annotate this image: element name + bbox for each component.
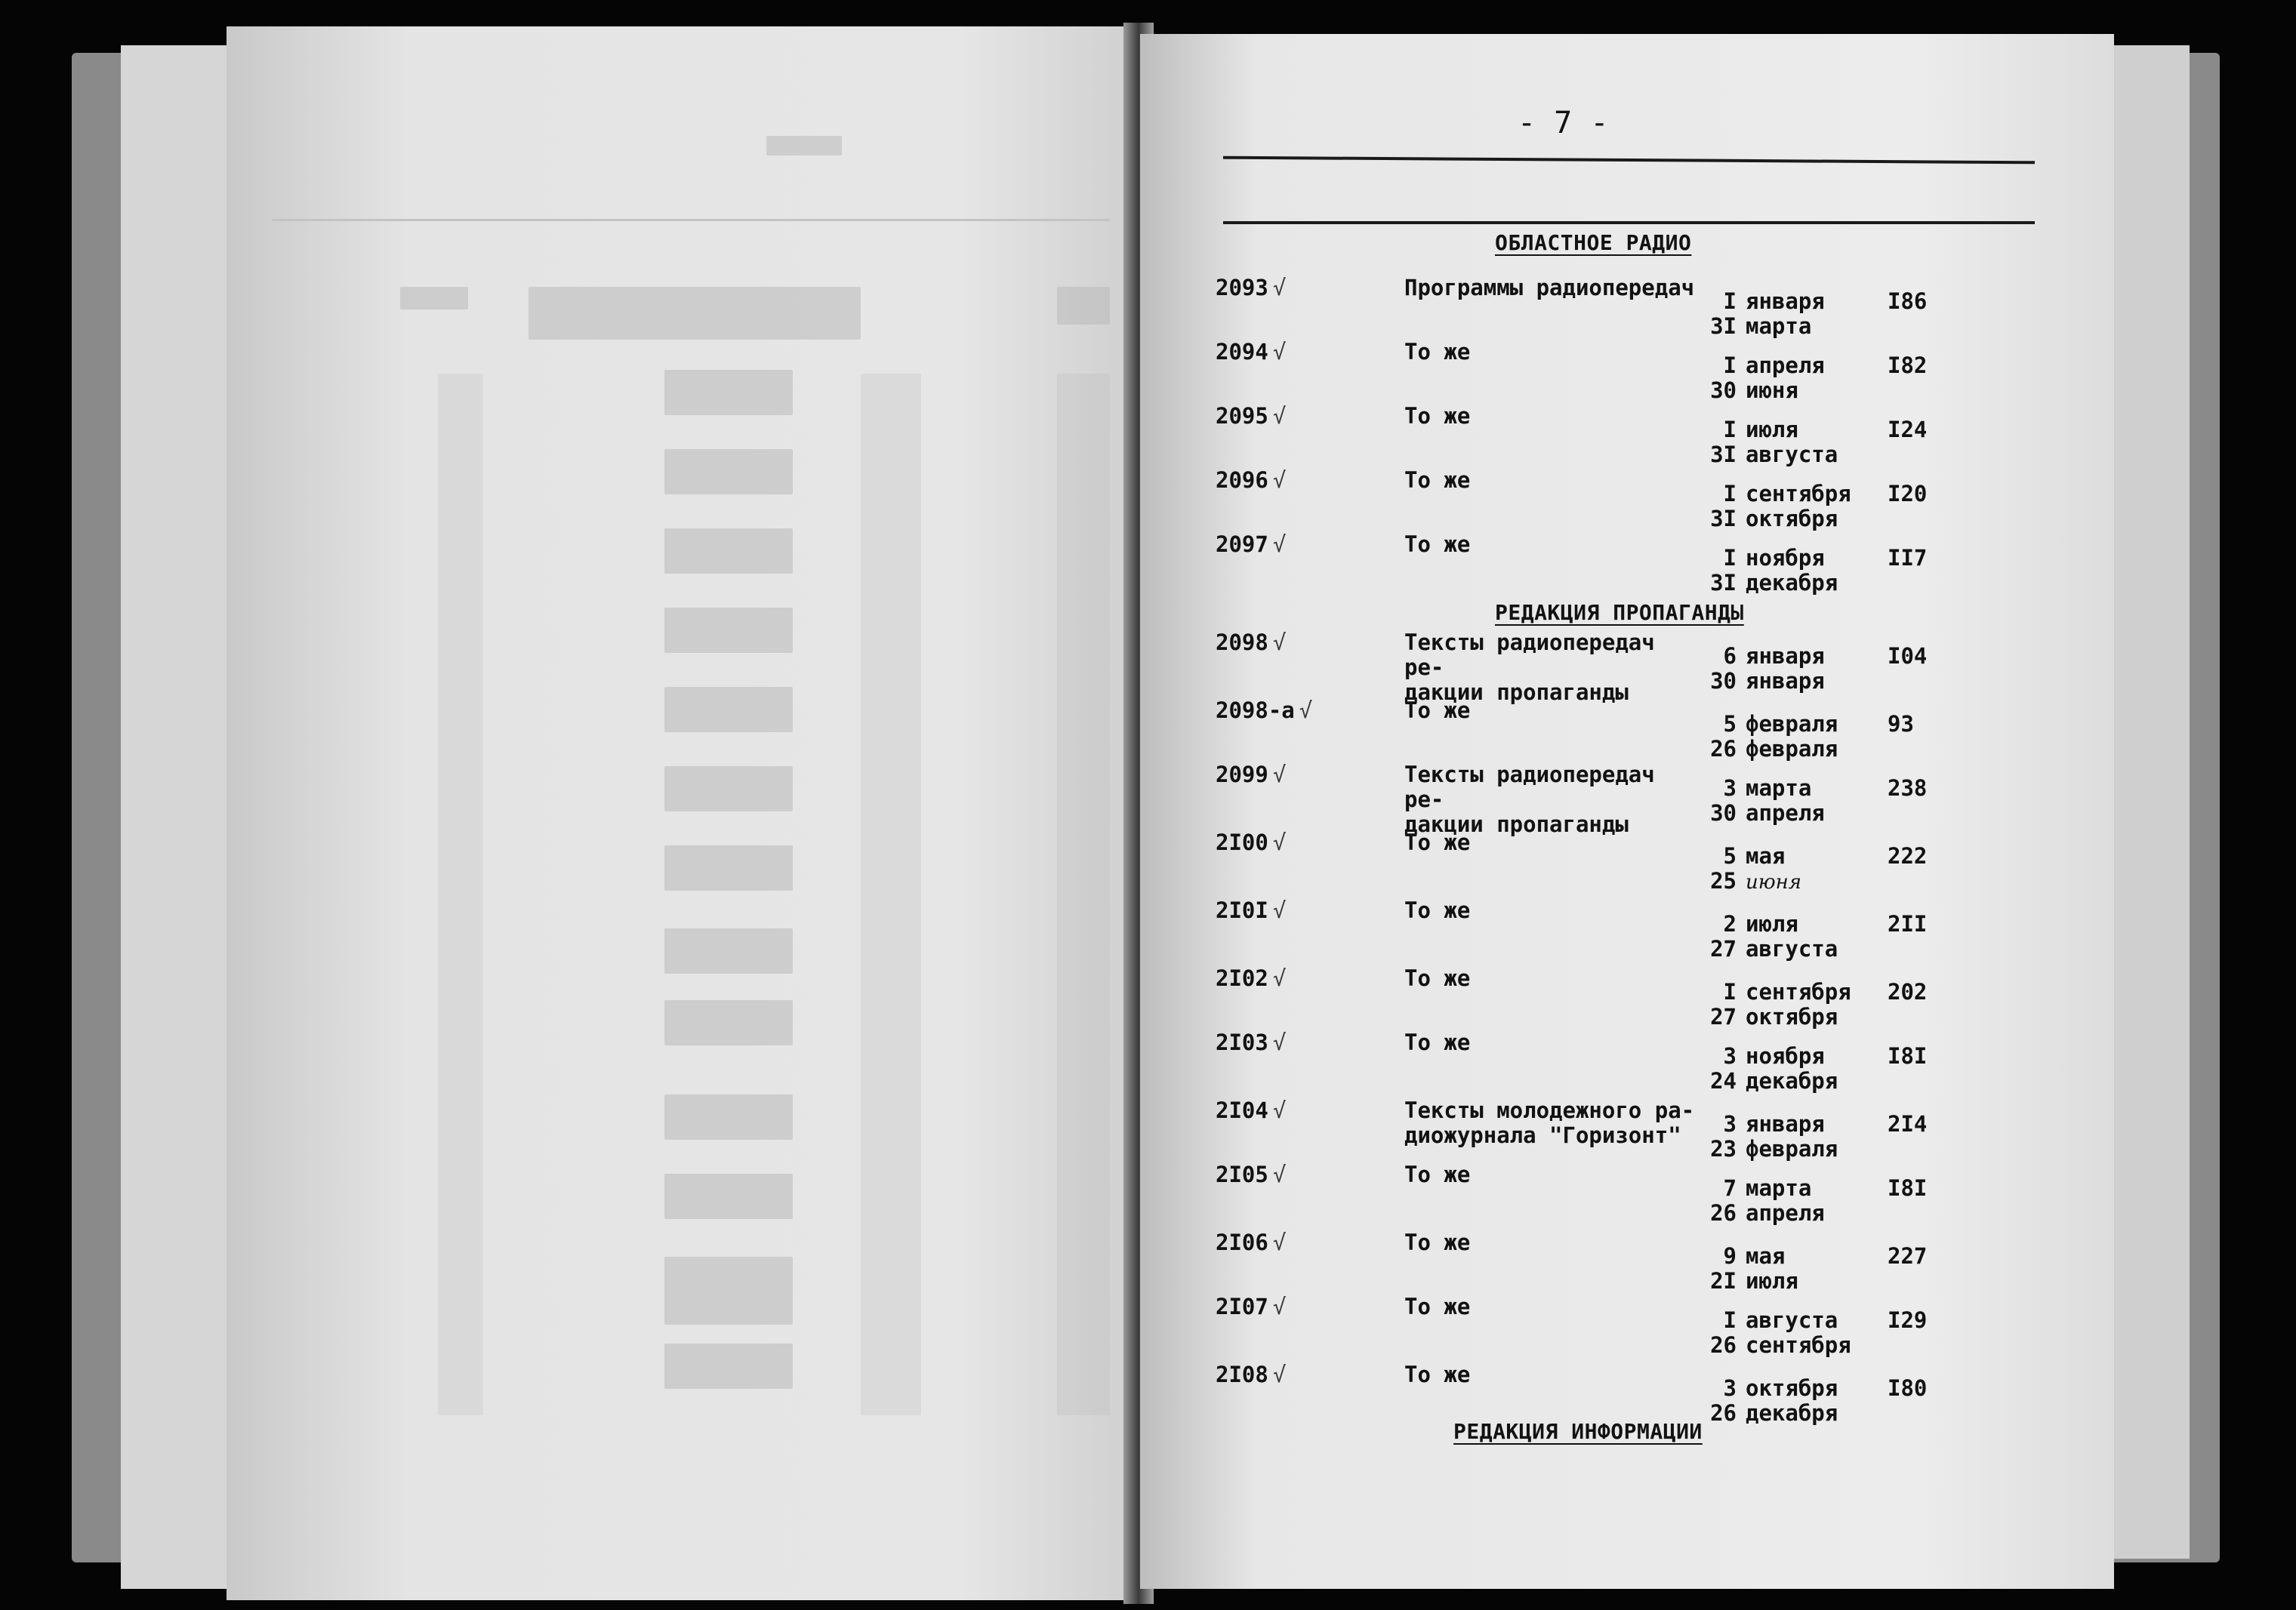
date-from-day: I	[1723, 545, 1737, 571]
date-to	[1699, 736, 1838, 762]
item-dates	[1699, 775, 1825, 826]
item-dates	[1699, 711, 1838, 762]
date-to	[1699, 936, 1838, 962]
item-page-count: 202	[1888, 979, 1928, 1005]
item-title	[1404, 1098, 1699, 1148]
date-from-month: января	[1746, 288, 1825, 314]
date-from	[1699, 417, 1820, 442]
date-from-month: ноября	[1746, 545, 1825, 571]
item-number	[1216, 532, 1344, 557]
date-from-day: 3	[1723, 775, 1737, 801]
list-item	[1216, 1230, 2008, 1294]
date-to-month: октября	[1746, 1004, 1838, 1030]
check-mark-icon: √	[1272, 1294, 1287, 1319]
check-mark-icon: √	[1272, 830, 1287, 855]
item-number	[1216, 966, 1344, 991]
item-title-line: То же	[1404, 1362, 1471, 1387]
date-from	[1699, 288, 1825, 314]
date-from	[1699, 643, 1825, 669]
item-title	[1404, 1162, 1699, 1187]
date-from-month: мая	[1746, 1243, 1786, 1269]
date-from-month: сентября	[1746, 481, 1851, 506]
date-to-day: 3I	[1710, 313, 1737, 339]
check-mark-icon: √	[1272, 897, 1287, 923]
date-to-month: декабря	[1746, 570, 1838, 596]
item-title	[1404, 1030, 1699, 1055]
date-from-day: 5	[1723, 711, 1737, 737]
list-item	[1216, 830, 2008, 894]
item-number	[1216, 830, 1344, 855]
item-title-line: То же	[1404, 965, 1471, 991]
date-to-day: 30	[1710, 377, 1737, 403]
date-to	[1699, 442, 1838, 467]
item-page-count: 2I4	[1888, 1111, 1928, 1137]
item-dates	[1699, 844, 1820, 895]
item-title-line: То же	[1404, 1230, 1471, 1255]
item-title	[1404, 898, 1699, 923]
date-to	[1699, 1004, 1838, 1030]
item-number-text: 2I00	[1216, 830, 1268, 855]
item-dates	[1699, 352, 1825, 403]
check-mark-icon: √	[1272, 531, 1287, 557]
item-page-count: 227	[1888, 1243, 1928, 1269]
item-number-text: 2098-а	[1216, 697, 1295, 723]
list-item	[1216, 404, 2008, 468]
list-item	[1216, 276, 2008, 340]
item-title-line: То же	[1404, 467, 1471, 493]
list-item	[1216, 1162, 2008, 1227]
date-from-month: ноября	[1746, 1043, 1825, 1069]
date-from-day: I	[1723, 979, 1737, 1005]
date-to	[1699, 1400, 1838, 1426]
date-from	[1699, 844, 1820, 869]
date-from	[1699, 1043, 1825, 1069]
list-item	[1216, 532, 2008, 596]
list-item	[1216, 468, 2008, 532]
date-from-day: I	[1723, 417, 1737, 442]
item-dates	[1699, 1307, 1851, 1358]
date-to-day: 3I	[1710, 570, 1737, 596]
date-to-month: января	[1746, 668, 1825, 694]
date-from	[1699, 1111, 1825, 1137]
list-item	[1216, 898, 2008, 962]
date-to-day: 26	[1710, 1200, 1737, 1226]
item-number-text: 2099	[1216, 762, 1268, 787]
date-to-day: 3I	[1710, 442, 1737, 467]
date-to	[1699, 1136, 1838, 1162]
date-to	[1699, 1200, 1825, 1226]
item-title	[1404, 468, 1699, 493]
item-title-line: То же	[1404, 697, 1471, 723]
date-from-month: февраля	[1746, 711, 1838, 737]
date-to-month: апреля	[1746, 1200, 1825, 1226]
item-number-text: 2095	[1216, 403, 1268, 429]
page-number: - 7 -	[1518, 106, 1609, 140]
date-from-day: I	[1723, 481, 1737, 506]
list-item	[1216, 630, 2008, 705]
date-from-day: 9	[1723, 1243, 1737, 1269]
item-title	[1404, 532, 1699, 557]
date-to-month: июня	[1746, 377, 1798, 403]
item-number	[1216, 1162, 1344, 1187]
item-page-count: I04	[1888, 643, 1928, 669]
item-page-count: I82	[1888, 352, 1928, 378]
date-from-day: I	[1723, 1307, 1737, 1333]
date-from-month: июля	[1746, 911, 1798, 937]
item-title	[1404, 1230, 1699, 1255]
item-page-count: II7	[1888, 545, 1928, 571]
date-to-day: 24	[1710, 1068, 1737, 1094]
date-to	[1699, 869, 1820, 895]
date-to-month: декабря	[1746, 1400, 1838, 1426]
list-item	[1216, 698, 2008, 762]
item-number-text: 2093	[1216, 275, 1268, 300]
item-dates	[1699, 1175, 1825, 1226]
item-number-text: 2I06	[1216, 1230, 1268, 1255]
item-number	[1216, 1098, 1344, 1123]
check-mark-icon: √	[1272, 275, 1287, 300]
item-number-text: 2098	[1216, 630, 1268, 655]
item-title-line: дакции пропаганды	[1404, 679, 1629, 705]
date-from	[1699, 979, 1851, 1005]
item-number	[1216, 1294, 1344, 1319]
item-number	[1216, 404, 1344, 429]
date-from-day: 7	[1723, 1175, 1737, 1201]
item-page-count: 222	[1888, 843, 1928, 869]
check-mark-icon: √	[1272, 403, 1287, 429]
date-to-day: 26	[1710, 736, 1737, 762]
check-mark-icon: √	[1272, 339, 1287, 365]
item-dates	[1699, 481, 1851, 531]
item-page-count: 93	[1888, 711, 1914, 737]
section-heading: РЕДАКЦИЯ ИНФОРМАЦИИ	[1453, 1419, 1703, 1444]
check-mark-icon: √	[1272, 1362, 1287, 1387]
item-number	[1216, 276, 1344, 300]
date-to-day: 23	[1710, 1136, 1737, 1162]
item-title-line: дакции пропаганды	[1404, 811, 1629, 837]
item-dates	[1699, 1111, 1838, 1162]
item-number	[1216, 1362, 1344, 1387]
item-title	[1404, 340, 1699, 365]
date-from	[1699, 481, 1851, 506]
item-title-line: То же	[1404, 403, 1471, 429]
item-title-line: То же	[1404, 897, 1471, 923]
date-from	[1699, 1244, 1820, 1269]
date-to-month: апреля	[1746, 800, 1825, 826]
date-to-month: августа	[1746, 442, 1838, 467]
date-from	[1699, 912, 1820, 937]
date-from-month: марта	[1746, 775, 1812, 801]
check-mark-icon: √	[1272, 1230, 1287, 1255]
item-title	[1404, 630, 1699, 705]
list-item	[1216, 762, 2008, 837]
check-mark-icon: √	[1272, 762, 1287, 787]
item-number	[1216, 468, 1344, 493]
date-to-month: марта	[1746, 313, 1812, 339]
item-number-text: 2097	[1216, 531, 1268, 557]
item-page-count: I24	[1888, 417, 1928, 442]
date-from-day: 5	[1723, 843, 1737, 869]
date-to	[1699, 570, 1838, 596]
date-to-day: 27	[1710, 936, 1737, 962]
check-mark-icon: √	[1272, 1162, 1287, 1187]
item-dates	[1699, 288, 1825, 339]
list-item	[1216, 1030, 2008, 1094]
item-title	[1404, 1294, 1699, 1319]
date-from-month: октября	[1746, 1375, 1838, 1401]
date-from-month: марта	[1746, 1175, 1812, 1201]
check-mark-icon: √	[1299, 697, 1313, 723]
item-page-count: 2II	[1888, 911, 1928, 937]
date-to-day: 30	[1710, 668, 1737, 694]
date-from	[1699, 1307, 1838, 1333]
date-to	[1699, 314, 1820, 339]
date-to-day: 26	[1710, 1400, 1737, 1426]
header-rule-bottom	[1223, 221, 2035, 224]
date-to-day: 30	[1710, 800, 1737, 826]
item-number	[1216, 898, 1344, 923]
item-title-line: Тексты радиопередач ре-	[1404, 762, 1655, 812]
date-from-month: августа	[1746, 1307, 1838, 1333]
date-to-day: 26	[1710, 1332, 1737, 1358]
date-from-month: января	[1746, 643, 1825, 669]
item-dates	[1699, 545, 1838, 596]
date-from-day: 2	[1723, 911, 1737, 937]
item-title-line: То же	[1404, 339, 1471, 365]
date-to	[1699, 1068, 1838, 1094]
item-number	[1216, 630, 1344, 655]
date-to-day: 27	[1710, 1004, 1737, 1030]
date-from-month: сентября	[1746, 979, 1851, 1005]
item-dates	[1699, 643, 1825, 694]
item-dates	[1699, 911, 1838, 962]
date-to-day: 3I	[1710, 506, 1737, 531]
item-title	[1404, 276, 1699, 300]
list-item	[1216, 1362, 2008, 1427]
date-from-month: апреля	[1746, 352, 1825, 378]
item-page-count: I29	[1888, 1307, 1928, 1333]
item-title-line: То же	[1404, 531, 1471, 557]
date-from	[1699, 545, 1825, 571]
date-from-day: 6	[1723, 643, 1737, 669]
item-number-text: 2I0I	[1216, 897, 1268, 923]
date-from	[1699, 352, 1825, 378]
item-title	[1404, 762, 1699, 837]
item-dates	[1699, 1043, 1838, 1094]
item-number-text: 2I02	[1216, 965, 1268, 991]
date-from-day: I	[1723, 288, 1737, 314]
date-to-month: декабря	[1746, 1068, 1838, 1094]
item-title-line: То же	[1404, 1030, 1471, 1055]
list-item	[1216, 340, 2008, 404]
item-number-text: 2I03	[1216, 1030, 1268, 1055]
item-number	[1216, 340, 1344, 365]
item-number-text: 2I08	[1216, 1362, 1268, 1387]
date-to-month: февраля	[1746, 1136, 1838, 1162]
item-title-line: То же	[1404, 1294, 1471, 1319]
date-to	[1699, 668, 1825, 694]
date-from-month: июля	[1746, 417, 1798, 442]
item-number-text: 2096	[1216, 467, 1268, 493]
item-dates	[1699, 979, 1851, 1030]
item-number-text: 2I05	[1216, 1162, 1268, 1187]
item-number-text: 2094	[1216, 339, 1268, 365]
date-to	[1699, 378, 1820, 403]
date-to-month: сентября	[1746, 1332, 1851, 1358]
item-number	[1216, 762, 1344, 787]
item-title-line: Тексты радиопередач ре-	[1404, 630, 1655, 680]
item-title	[1404, 404, 1699, 429]
item-title	[1404, 698, 1699, 723]
check-mark-icon: √	[1272, 1030, 1287, 1055]
list-item	[1216, 1098, 2008, 1162]
item-dates	[1699, 1244, 1820, 1294]
item-page-count: I80	[1888, 1375, 1928, 1401]
item-page-count: I8I	[1888, 1043, 1928, 1069]
item-dates	[1699, 417, 1838, 467]
item-title	[1404, 1362, 1699, 1387]
item-title	[1404, 830, 1699, 855]
date-to	[1699, 1269, 1820, 1294]
date-to-day: 2I	[1710, 1268, 1737, 1294]
item-number	[1216, 698, 1344, 723]
date-from	[1699, 711, 1838, 737]
date-to-month: июня	[1746, 871, 1801, 894]
date-from-day: 3	[1723, 1043, 1737, 1069]
date-to	[1699, 1332, 1851, 1358]
item-page-count: 238	[1888, 775, 1928, 801]
item-page-count: I8I	[1888, 1175, 1928, 1201]
header-rule-top	[1223, 156, 2035, 165]
item-title-line: Программы радиопередач	[1404, 275, 1695, 300]
item-page-count: I20	[1888, 481, 1928, 506]
item-title-line: То же	[1404, 1162, 1471, 1187]
date-to-day: 25	[1710, 868, 1737, 894]
check-mark-icon: √	[1272, 1097, 1287, 1123]
item-number	[1216, 1230, 1344, 1255]
item-title	[1404, 966, 1699, 991]
date-to	[1699, 506, 1838, 531]
item-number	[1216, 1030, 1344, 1055]
check-mark-icon: √	[1272, 467, 1287, 493]
date-to-month: февраля	[1746, 736, 1838, 762]
check-mark-icon: √	[1272, 965, 1287, 991]
item-title-line: То же	[1404, 830, 1471, 855]
date-to-month: июля	[1746, 1268, 1798, 1294]
date-from-day: 3	[1723, 1111, 1737, 1137]
date-from	[1699, 776, 1820, 801]
item-dates	[1699, 1375, 1838, 1426]
section-heading: ОБЛАСТНОЕ РАДИО	[1495, 230, 1692, 255]
date-from-month: января	[1746, 1111, 1825, 1137]
date-to	[1699, 800, 1825, 826]
date-to-month: октября	[1746, 506, 1838, 531]
item-title-line: диожурнала "Горизонт"	[1404, 1122, 1681, 1148]
check-mark-icon: √	[1272, 630, 1287, 655]
date-from-day: I	[1723, 352, 1737, 378]
date-from-month: мая	[1746, 843, 1786, 869]
item-number-text: 2I04	[1216, 1097, 1268, 1123]
item-number-text: 2I07	[1216, 1294, 1268, 1319]
date-from	[1699, 1375, 1838, 1401]
date-from-day: 3	[1723, 1375, 1737, 1401]
date-from	[1699, 1176, 1820, 1201]
item-page-count: I86	[1888, 288, 1928, 314]
list-item	[1216, 966, 2008, 1030]
date-to-month: августа	[1746, 936, 1838, 962]
section-heading: РЕДАКЦИЯ ПРОПАГАНДЫ	[1495, 600, 1744, 625]
item-title-line: Тексты молодежного ра-	[1404, 1097, 1695, 1123]
list-item	[1216, 1294, 2008, 1359]
